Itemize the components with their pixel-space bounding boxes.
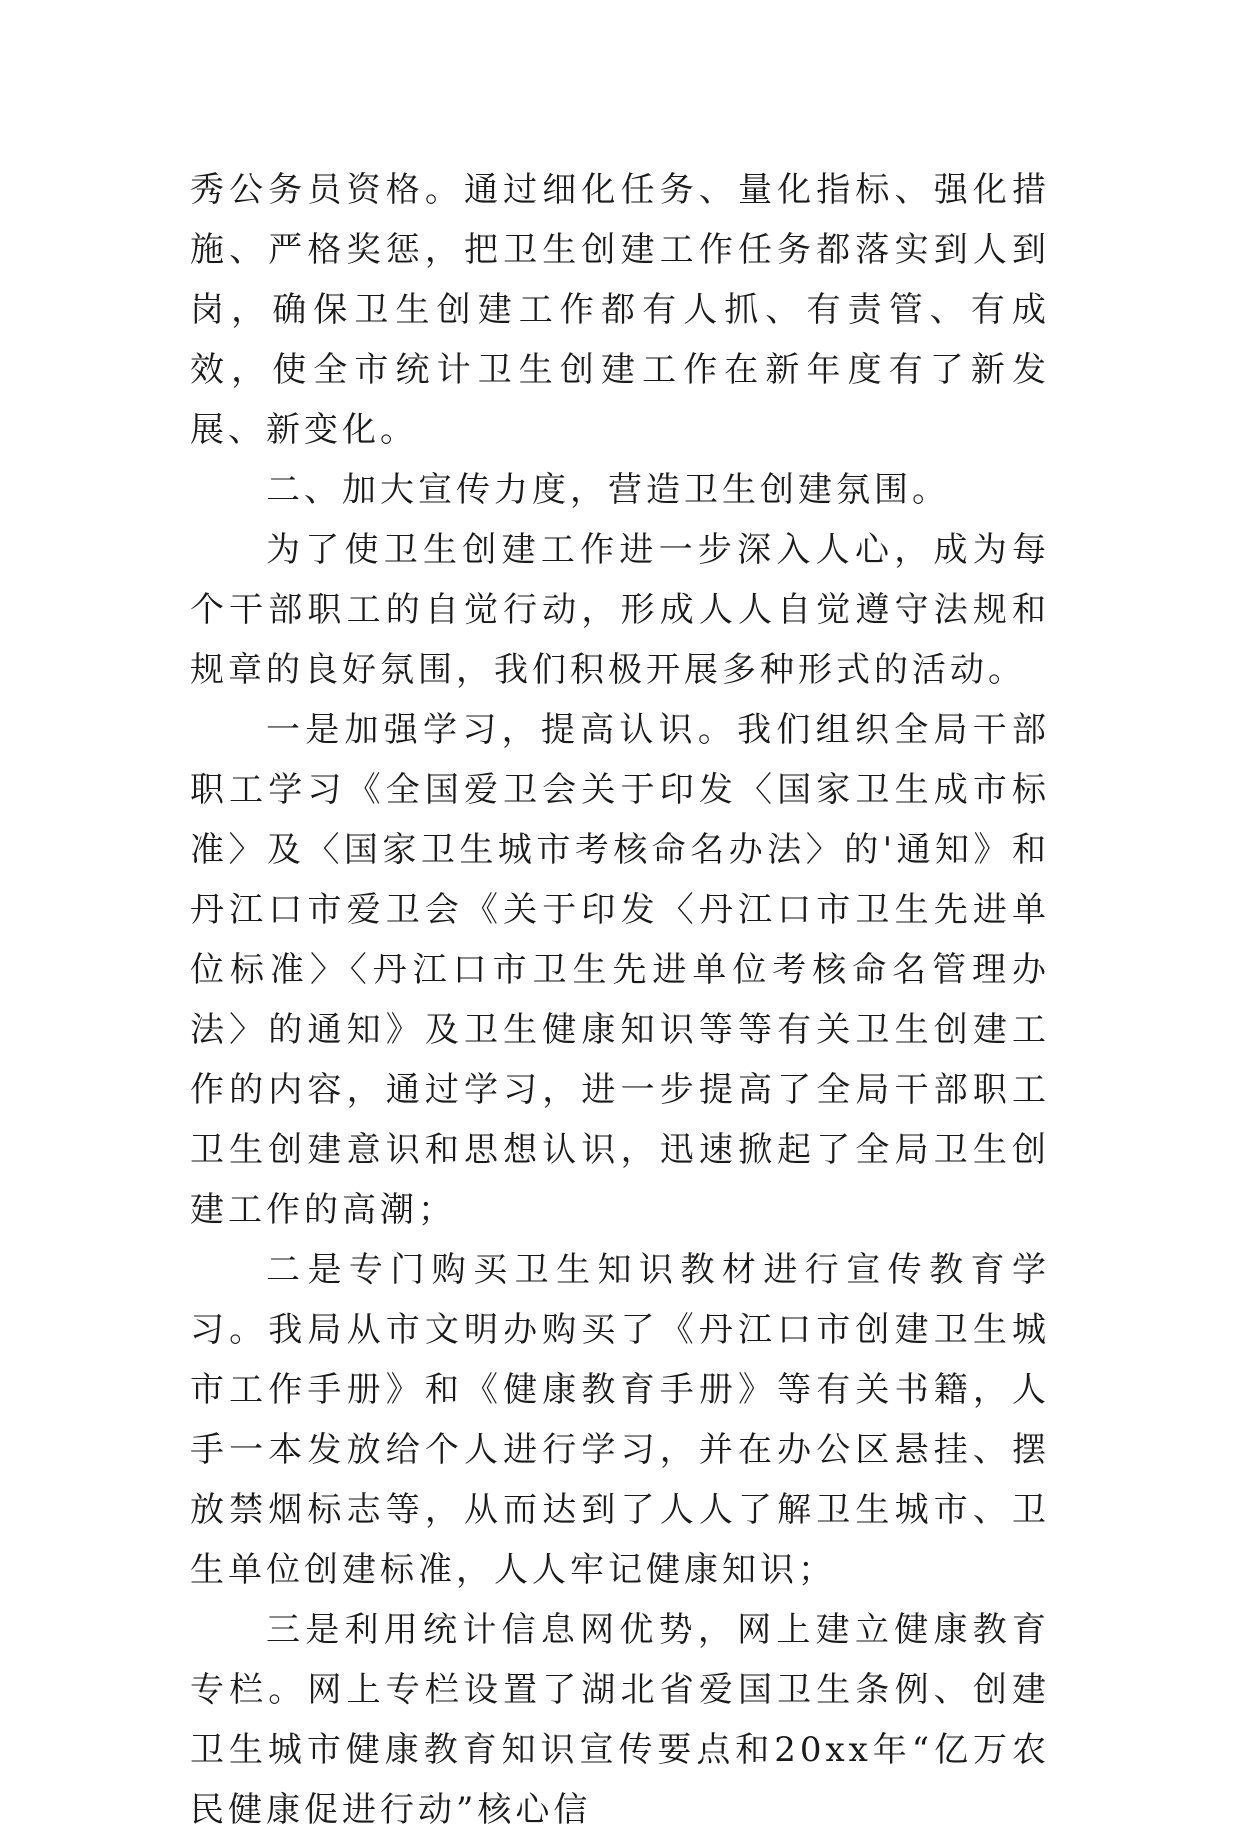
paragraph-1: 秀公务员资格。通过细化任务、量化指标、强化措施、严格奖惩，把卫生创建工作任务都落实到人到岗，确保卫生创建工作都有人抓、有责管、有成效，使全市统计卫生创建工作在新年度有了新发展、新变化。 [190, 170, 1050, 450]
paragraph-6: 三是利用统计信息网优势，网上建立健康教育专栏。网上专栏设置了湖北省爱国卫生条例、创建卫生城市健康教育知识宣传要点和20xx年“亿万农民健康促进行动”核心信 [190, 1610, 1050, 1830]
paragraph-3: 为了使卫生创建工作进一步深入人心，成为每个干部职工的自觉行动，形成人人自觉遵守法规和规章的良好氛围，我们积极开展多种形式的活动。 [190, 530, 1050, 690]
paragraph-5: 二是专门购买卫生知识教材进行宣传教育学习。我局从市文明办购买了《丹江口市创建卫生城市工作手册》和《健康教育手册》等有关书籍，人手一本发放给个人进行学习，并在办公区悬挂、摆放禁烟标志等，从而达到了人人了解卫生城市、卫生单位创建标准，人人牢记健康知识； [190, 1250, 1050, 1590]
paragraph-4: 一是加强学习，提高认识。我们组织全局干部职工学习《全国爱卫会关于印发〈国家卫生成市标准〉及〈国家卫生城市考核命名办法〉的'通知》和丹江口市爱卫会《关于印发〈丹江口市卫生先进单位标准〉〈丹江口市卫生先进单位考核命名管理办法〉的通知》及卫生健康知识等等有关卫生创建工作的内容，通过学习，进一步提高了全局干部职工卫生创建意识和思想认识，迅速掀起了全局卫生创建工作的高潮； [190, 710, 1050, 1230]
section-heading-2: 二、加大宣传力度，营造卫生创建氛围。 [266, 470, 950, 510]
document-body [190, 160, 1050, 1840]
